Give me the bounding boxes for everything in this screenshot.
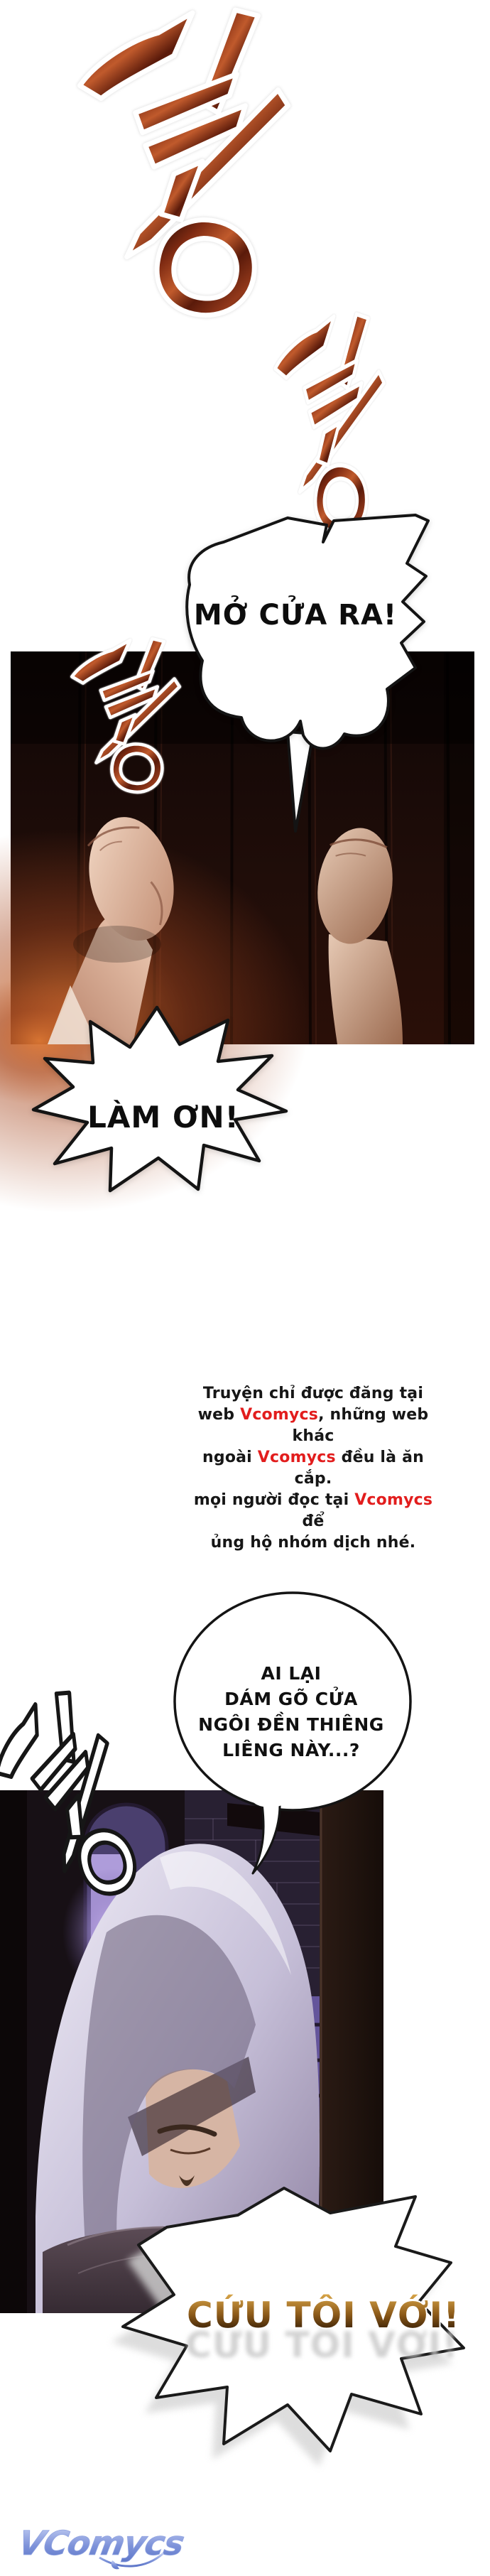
- credits-line: ủng hộ nhóm dịch nhé.: [210, 1534, 416, 1552]
- credits-line: Truyện chỉ được đăng tại: [202, 1385, 424, 1402]
- who-dares-line: NGÔI ĐỀN THIÊNG: [198, 1714, 384, 1735]
- who-dares-line: LIÊNG NÀY...?: [222, 1740, 360, 1760]
- bang-sfx-medium-icon: [268, 311, 388, 537]
- help-text-shadow: CỨU TÔI VỚI!: [185, 2325, 459, 2366]
- please-text: LÀM ƠN!: [87, 1100, 239, 1135]
- credits-line: ngoài Vcomycs đều là ăn cắp.: [202, 1449, 424, 1488]
- credits-line: web Vcomycs, những web khác: [197, 1406, 429, 1445]
- who-dares-text: [181, 1661, 401, 1763]
- who-dares-line: AI LẠI: [261, 1663, 322, 1684]
- vcomycs-logo-text: VComycs: [15, 2524, 187, 2563]
- help-text: CỨU TÔI VỚI!: [187, 2295, 460, 2336]
- speech-bubble-help: [117, 2188, 472, 2472]
- who-dares-line: DÁM GÕ CỬA: [224, 1689, 358, 1709]
- speech-bubble-open-door: [181, 508, 437, 842]
- open-door-text: MỞ CỬA RA!: [193, 599, 398, 632]
- translator-credits: [185, 1383, 442, 1554]
- credits-line: mọi người đọc tại Vcomycs để: [193, 1491, 433, 1530]
- bang-sfx-small-icon: [65, 637, 183, 794]
- bang-sfx-large-icon: [64, 6, 298, 320]
- vcomycs-logo: [14, 2513, 187, 2573]
